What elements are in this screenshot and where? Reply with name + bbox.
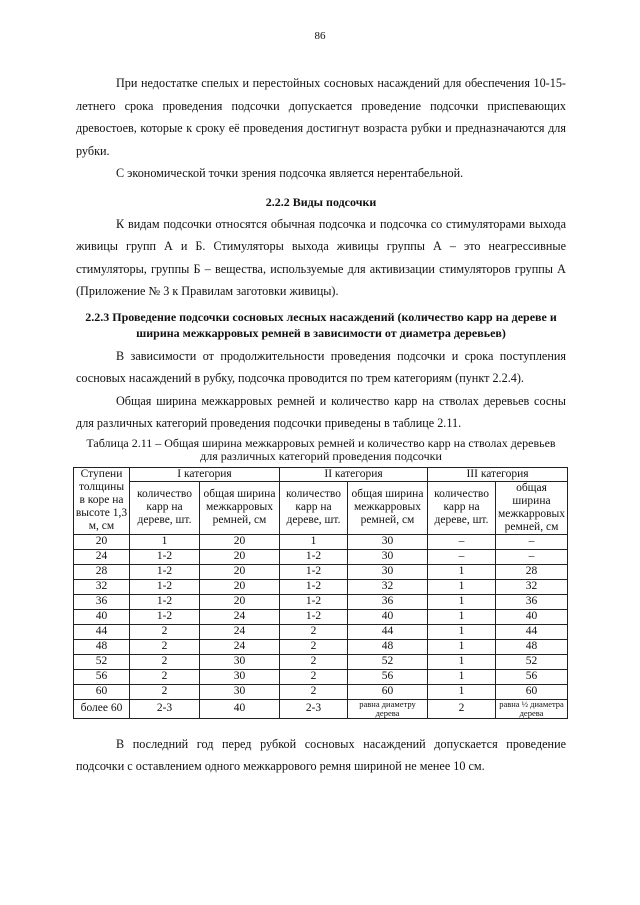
table-cell: 20 [200,549,280,564]
table-cell: 24 [200,624,280,639]
table-cell: 30 [200,654,280,669]
table-cell: 1-2 [130,579,200,594]
document-body [76,72,566,778]
table-cell: 60 [496,684,568,699]
table-cell: 36 [348,594,428,609]
table-cell: – [428,549,496,564]
table-cell: 2 [280,639,348,654]
table-header-cell: общая ширина межкарровых ремней, см [348,481,428,534]
table-row [74,654,568,669]
table-row [74,534,568,549]
table-cell: 30 [348,549,428,564]
table-cell: более 60 [74,699,130,718]
table-cell: 2-3 [280,699,348,718]
table-cell: 30 [200,669,280,684]
table-cell: 36 [74,594,130,609]
table-cell: 48 [74,639,130,654]
table-header-cell: Ступени толщины в коре на высоте 1,3 м, см [74,467,130,534]
table-cell: 2 [130,669,200,684]
paragraph: К видам подсочки относятся обычная подсочка и подсочка со стимуляторами выхода живицы групп А и Б. Стимуляторы выхода живицы группы А – это неагрессивные стимуляторы, группы Б – вещества, используемые для активизации стимуляторов группы А (Приложение № 3 к Правилам заготовки живицы). [76,216,566,298]
table-cell: 20 [200,594,280,609]
table-cell: 2 [280,624,348,639]
table-header-cell: общая ширина межкарровых ремней, см [200,481,280,534]
table-cell: 20 [200,579,280,594]
table-cell: 1 [428,684,496,699]
table-cell: 2 [280,684,348,699]
table-cell: 60 [348,684,428,699]
data-table [73,467,568,719]
table-header-cell: II категория [280,467,428,481]
table-cell: 48 [348,639,428,654]
table-cell: 32 [496,579,568,594]
table-cell: 28 [496,564,568,579]
table-cell: 56 [348,669,428,684]
table-cell: 2 [428,699,496,718]
paragraph: С экономической точки зрения подсочка является нерентабельной. [116,166,464,180]
table-cell: 1-2 [130,564,200,579]
table-cell: 30 [200,684,280,699]
table-cell: 60 [74,684,130,699]
table-row [74,699,568,718]
table-cell: 1 [428,564,496,579]
table-cell: 2 [130,624,200,639]
table-cell: – [496,549,568,564]
table-row [74,669,568,684]
table-cell: 30 [348,564,428,579]
table-cell: 20 [200,534,280,549]
table-header-cell: количество карр на дереве, шт. [280,481,348,534]
table-cell: – [428,534,496,549]
table-cell: 40 [200,699,280,718]
table-cell: 28 [74,564,130,579]
table-cell: 32 [348,579,428,594]
table-cell: 20 [74,534,130,549]
table-cell: 40 [496,609,568,624]
table-cell: 1-2 [280,579,348,594]
table-header-cell: III категория [428,467,568,481]
table-cell: 20 [200,564,280,579]
table-cell: 1-2 [280,549,348,564]
table-cell: 44 [74,624,130,639]
table-row [74,639,568,654]
table-cell: 2 [130,684,200,699]
table-cell: 2 [130,639,200,654]
table-caption: Таблица 2.11 – Общая ширина межкарровых ремней и количество карр на стволах деревьев для различных категорий проведения подсочки [86,435,556,463]
table-row [74,564,568,579]
table-header-cell: количество карр на дереве, шт. [130,481,200,534]
table-row [74,549,568,564]
table-cell: равна диаметру дерева [348,699,428,718]
table-cell: 24 [200,639,280,654]
section-heading: 2.2.2 Виды подсочки [265,194,377,209]
table-cell: 1-2 [130,594,200,609]
table-row [74,594,568,609]
table-cell: 1 [428,609,496,624]
table-cell: 1 [428,654,496,669]
table-cell: 30 [348,534,428,549]
table-cell: 52 [74,654,130,669]
paragraph: В зависимости от продолжительности проведения подсочки и срока поступления сосновых насаждений в рубку, подсочка проводится по трем категориям (пункт 2.2.4). [76,348,566,385]
table-cell: 48 [496,639,568,654]
table-header-cell: количество карр на дереве, шт. [428,481,496,534]
table-cell: 1 [428,639,496,654]
table-row [74,609,568,624]
page-number: 86 [314,30,326,42]
table-cell: 1 [428,579,496,594]
paragraph: Общая ширина межкарровых ремней и количество карр на стволах деревьев сосны для различных категорий проведения подсочки приведены в таблице 2.11. [76,393,566,430]
table-cell: 1 [428,669,496,684]
table-cell: 1 [428,594,496,609]
table-cell: 2 [280,654,348,669]
table-cell: 24 [200,609,280,624]
table-cell: 56 [74,669,130,684]
table-cell: – [496,534,568,549]
table-cell: 1-2 [130,549,200,564]
table-cell: 2 [130,654,200,669]
table-cell: 1 [130,534,200,549]
table-cell: 36 [496,594,568,609]
table-cell: равна ½ диаметра дерева [496,699,568,718]
paragraph: При недостатке спелых и перестойных сосновых насаждений для обеспечения 10-15-летнего срока проведения подсочки допускается проведение подсочки приспевающих древостоев, которые к сроку её проведения достигнут возраста рубки и предназначаются для рубки. [76,76,566,158]
table-body [74,534,568,718]
table-cell: 44 [496,624,568,639]
table-cell: 2 [280,669,348,684]
paragraph: В последний год перед рубкой сосновых насаждений допускается проведение подсочки с оставлением одного межкаррового ремня шириной не менее 10 см. [76,736,566,773]
table-cell: 1-2 [280,564,348,579]
table-cell: 40 [74,609,130,624]
table-header-cell: I категория [130,467,280,481]
table-cell: 1 [280,534,348,549]
table-cell: 1-2 [280,594,348,609]
table-cell: 1 [428,624,496,639]
table-cell: 1-2 [130,609,200,624]
table-cell: 56 [496,669,568,684]
table-row [74,684,568,699]
table-cell: 44 [348,624,428,639]
table-row [74,624,568,639]
table-cell: 40 [348,609,428,624]
section-heading: 2.2.3 Проведение подсочки сосновых лесных насаждений (количество карр на дереве и ширина межкарровых ремней в зависимости от диаметра деревьев) [85,309,557,340]
table-cell: 1-2 [280,609,348,624]
table-cell: 52 [496,654,568,669]
table-cell: 32 [74,579,130,594]
table-cell: 52 [348,654,428,669]
table-cell: 24 [74,549,130,564]
table-cell: 2-3 [130,699,200,718]
table-row [74,579,568,594]
table-header-cell: общая ширина межкарровых ремней, см [496,481,568,534]
